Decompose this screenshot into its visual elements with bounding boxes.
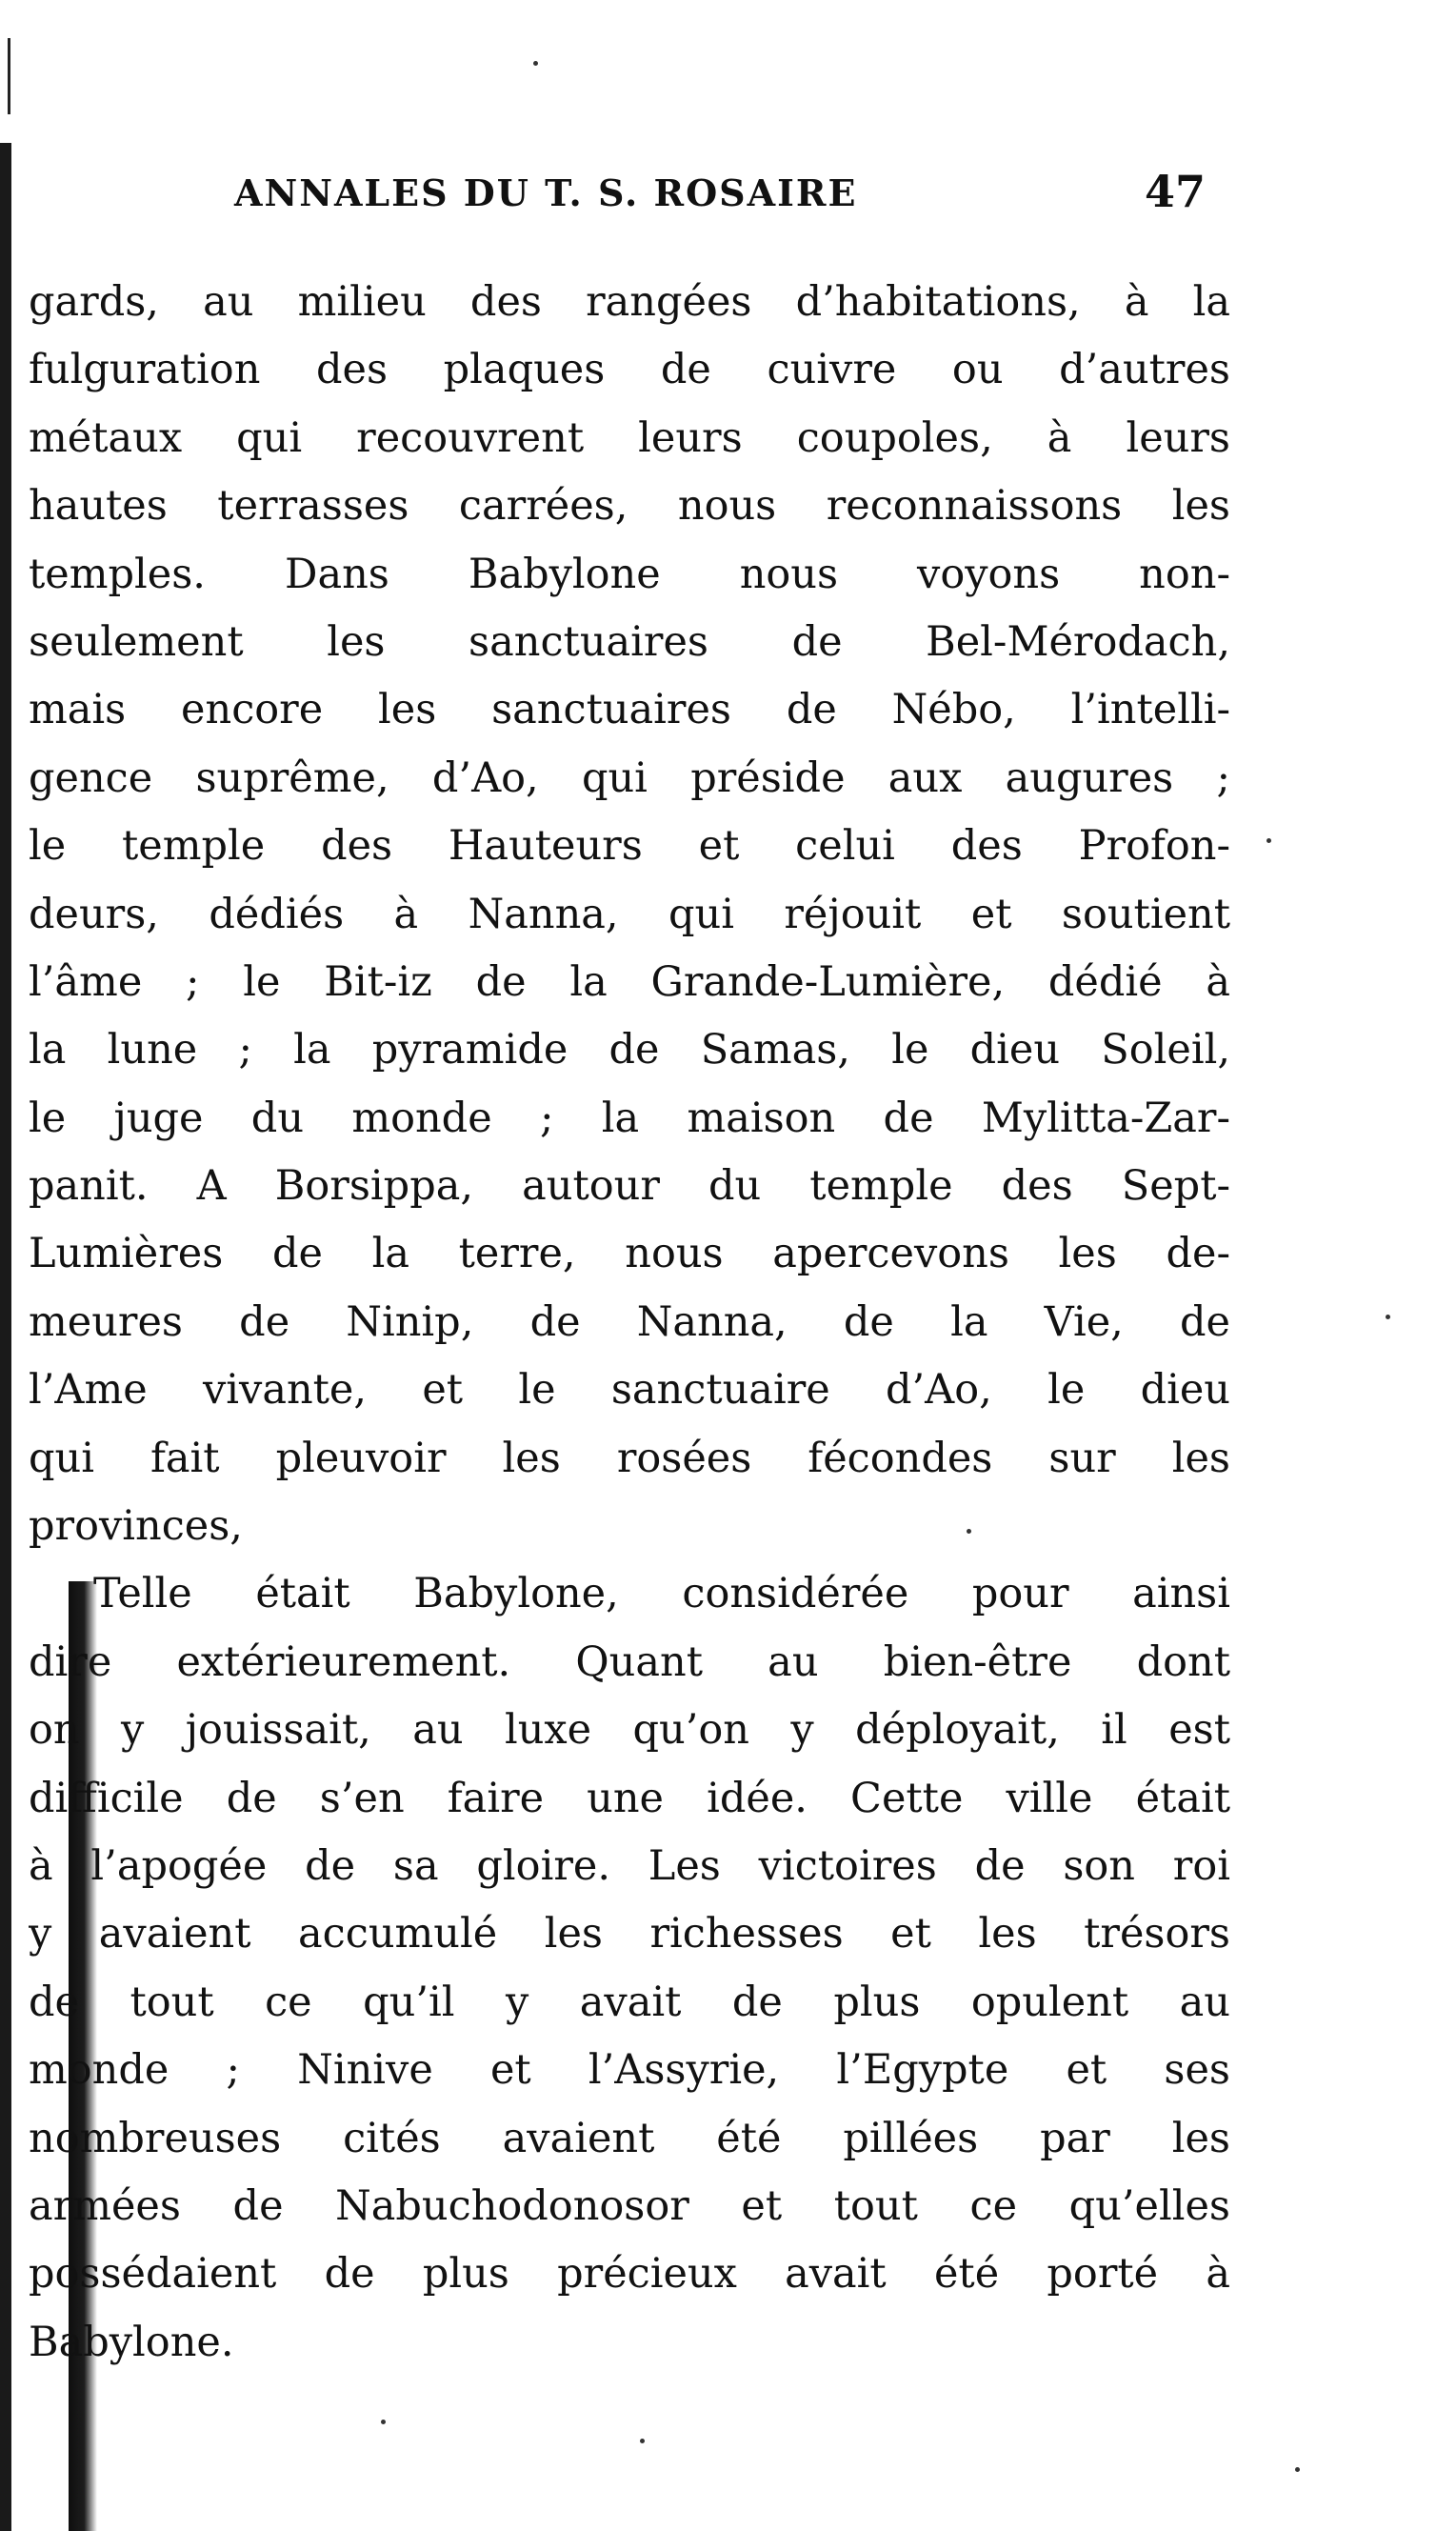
text-line: y avaient accumulé les richesses et les trésors xyxy=(29,1910,1230,1959)
text-line: possédaient de plus précieux avait été porté à xyxy=(29,2250,1230,2299)
text-line: Lumières de la terre, nous apercevons les de- xyxy=(29,1230,1230,1278)
body-text xyxy=(29,269,1230,2377)
text-line: panit. A Borsippa, autour du temple des Sept- xyxy=(29,1162,1230,1211)
page-number: 47 xyxy=(1144,166,1206,217)
text-line: le juge du monde ; la maison de Mylitta-Zar- xyxy=(29,1094,1230,1142)
text-line: fulguration des plaques de cuivre ou d’autres xyxy=(29,346,1230,394)
scan-speck xyxy=(640,2439,645,2443)
text-line: meures de Ninip, de Nanna, de la Vie, de xyxy=(29,1297,1230,1346)
text-line: l’âme ; le Bit-iz de la Grande-Lumière, dédié à xyxy=(29,957,1230,1006)
text-line: à l’apogée de sa gloire. Les victoires de son roi xyxy=(29,1841,1230,1890)
text-line: mais encore les sanctuaires de Nébo, l’intelli- xyxy=(29,686,1230,734)
text-line: le temple des Hauteurs et celui des Profon- xyxy=(29,822,1230,871)
running-title: ANNALES DU T. S. ROSAIRE xyxy=(234,171,858,214)
text-line: qui fait pleuvoir les rosées fécondes sur les xyxy=(29,1434,1230,1482)
scan-speck xyxy=(1295,2467,1300,2472)
text-line: métaux qui recouvrent leurs coupoles, à leurs xyxy=(29,413,1230,462)
scan-speck xyxy=(533,61,538,66)
text-line: on y jouissait, au luxe qu’on y déployait, il est xyxy=(29,1706,1230,1755)
text-line: monde ; Ninive et l’Assyrie, l’Egypte et ses xyxy=(29,2046,1230,2095)
running-header xyxy=(234,164,1206,231)
text-line: dire extérieurement. Quant au bien-être dont xyxy=(29,1637,1230,1686)
text-line: deurs, dédiés à Nanna, qui réjouit et soutient xyxy=(29,890,1230,938)
scan-speck xyxy=(967,1529,971,1534)
text-line: difficile de s’en faire une idée. Cette ville était xyxy=(29,1774,1230,1822)
scan-speck xyxy=(381,2420,386,2424)
text-line: gards, au milieu des rangées d’habitations, à la xyxy=(29,278,1230,326)
text-line: hautes terrasses carrées, nous reconnaissons les xyxy=(29,482,1230,531)
binding-edge xyxy=(0,143,11,2531)
text-line: temples. Dans Babylone nous voyons non- xyxy=(29,550,1230,598)
text-line: nombreuses cités avaient été pillées par les xyxy=(29,2114,1230,2162)
text-line: seulement les sanctuaires de Bel-Mérodach, xyxy=(29,617,1230,666)
text-line: de tout ce qu’il y avait de plus opulent au xyxy=(29,1978,1230,2026)
scan-speck xyxy=(1386,1315,1390,1319)
text-line: Babylone. xyxy=(29,2318,234,2366)
scan-speck xyxy=(1267,838,1271,843)
text-line: armées de Nabuchodonosor et tout ce qu’elles xyxy=(29,2181,1230,2230)
text-line: gence suprême, d’Ao, qui préside aux augures ; xyxy=(29,753,1230,802)
text-line: provinces, xyxy=(29,1502,243,1551)
text-line: l’Ame vivante, et le sanctuaire d’Ao, le dieu xyxy=(29,1366,1230,1415)
text-line: la lune ; la pyramide de Samas, le dieu Soleil, xyxy=(29,1026,1230,1075)
binding-edge-mark xyxy=(8,38,10,114)
paragraph-start-line: Telle était Babylone, considérée pour ainsi xyxy=(93,1570,1230,1618)
